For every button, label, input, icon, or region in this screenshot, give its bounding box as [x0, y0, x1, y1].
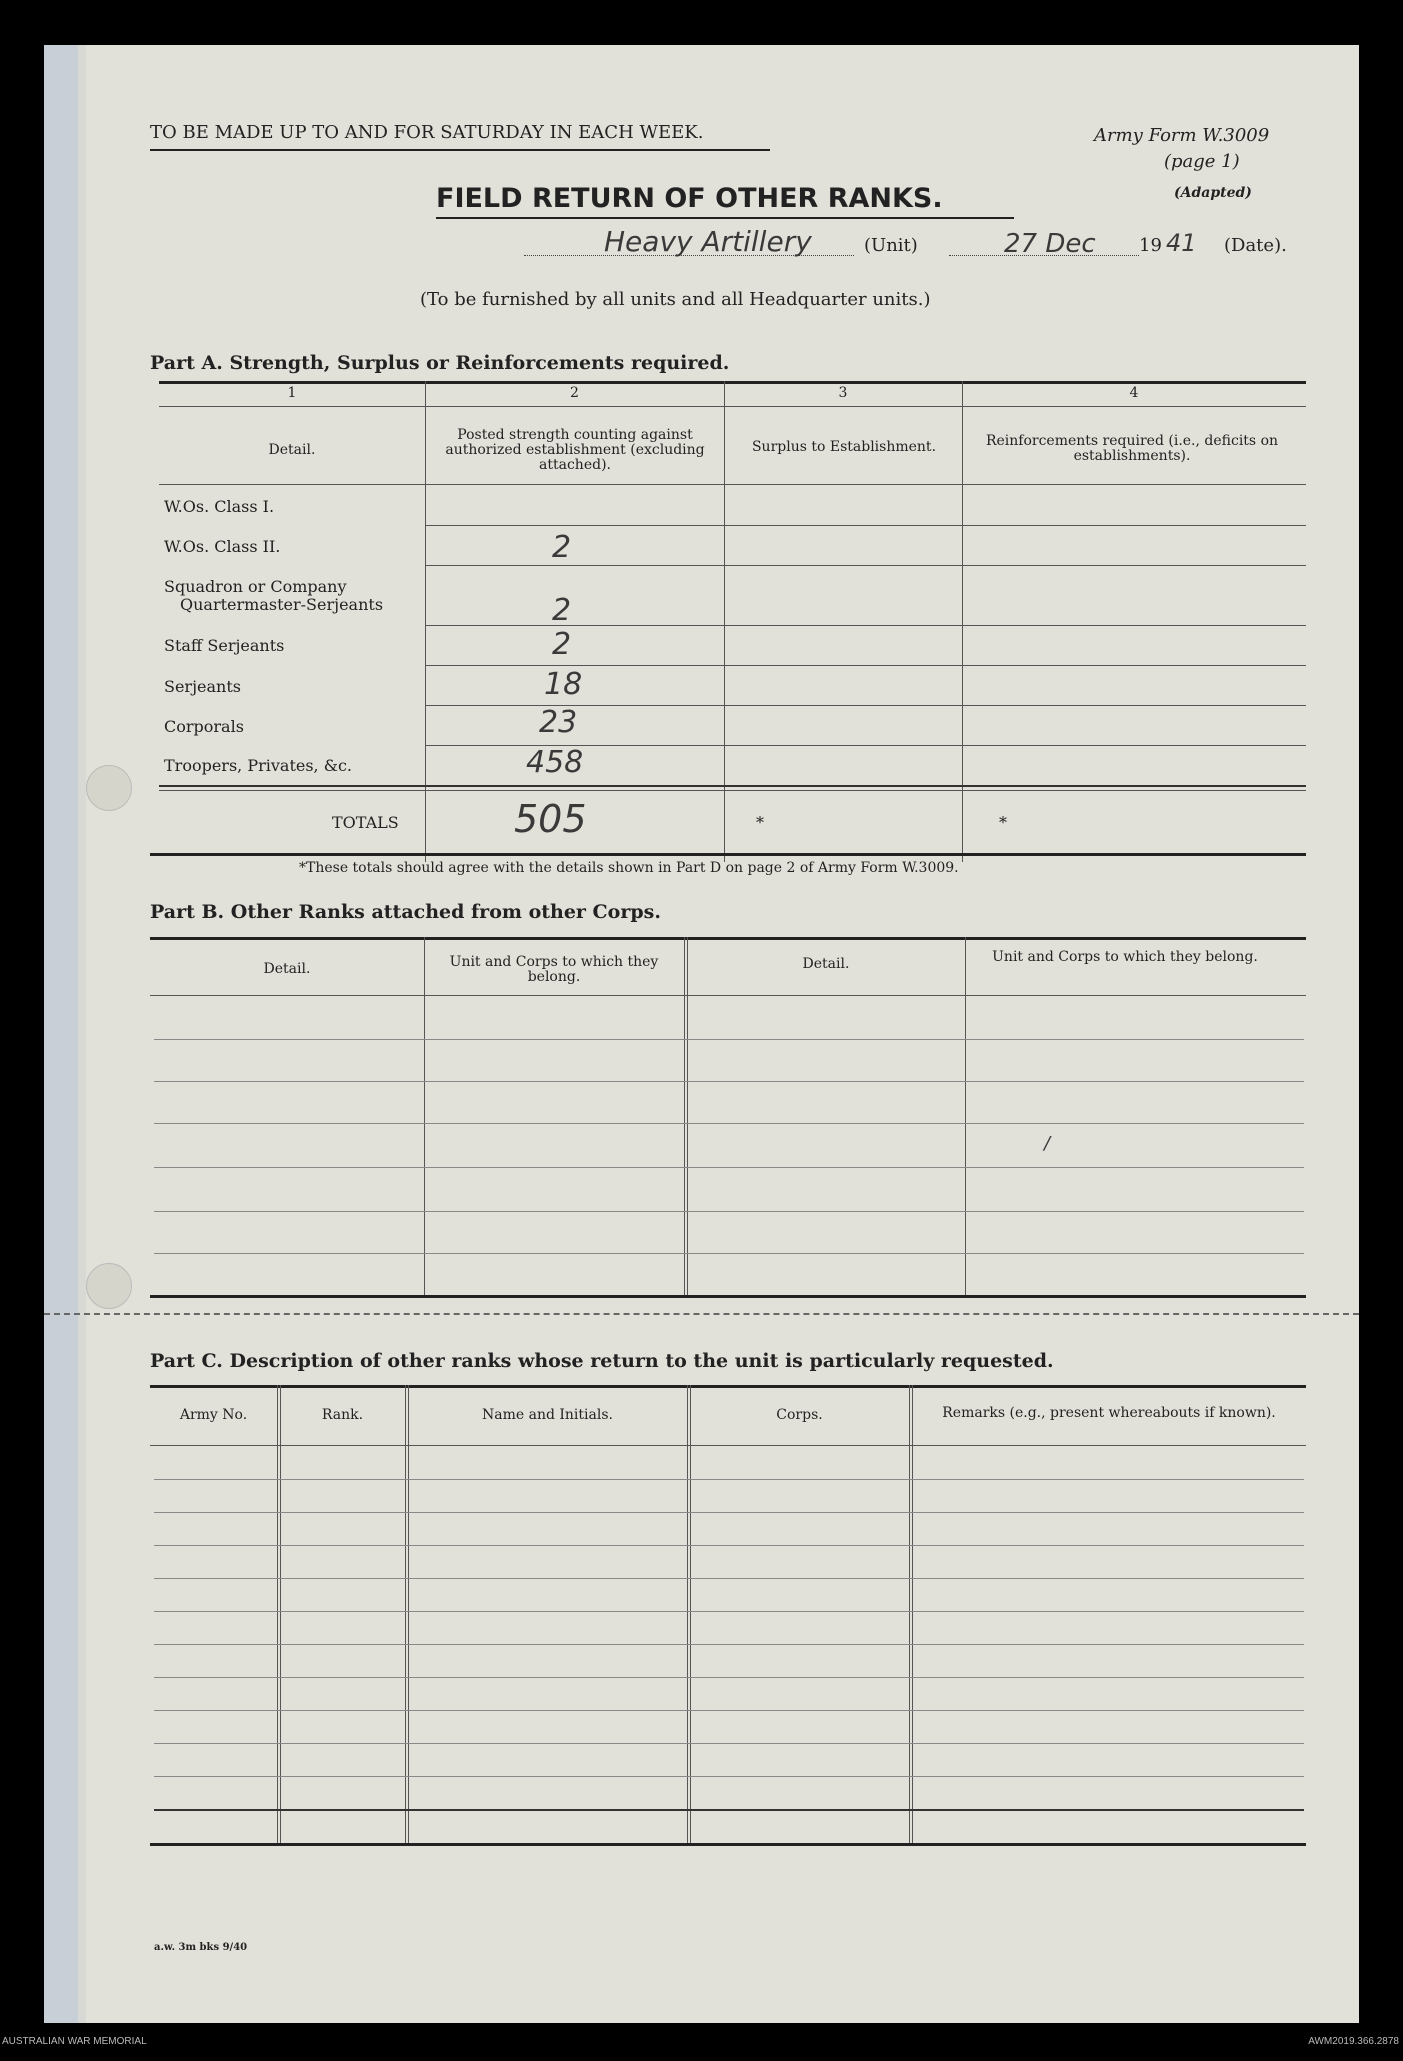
punch-hole [86, 765, 132, 811]
row-value: 2 [552, 530, 572, 565]
row-value: 2 [552, 627, 572, 662]
row-value: 23 [539, 705, 578, 740]
binding-strip [44, 45, 78, 2023]
date-label: (Date). [1224, 235, 1287, 256]
subtitle: (To be furnished by all units and all Headquarter units.) [420, 289, 931, 310]
column-header: Unit and Corps to which they belong. [449, 954, 659, 985]
pencil-mark: / [1044, 1133, 1051, 1154]
column-header: Unit and Corps to which they belong. [992, 949, 1258, 965]
row-value: 18 [544, 667, 583, 702]
col-number: 2 [570, 385, 579, 401]
perforation-line [44, 1313, 1359, 1315]
punch-hole [86, 1263, 132, 1309]
column-header: Corps. [776, 1407, 823, 1423]
row-detail: Troopers, Privates, &c. [164, 756, 353, 775]
col-number: 3 [838, 385, 848, 401]
instruction-text: TO BE MADE UP TO AND FOR SATURDAY IN EACH WEEK. [150, 122, 704, 143]
column-header: Detail. [263, 961, 311, 977]
column-header: Surplus to Establishment. [751, 439, 937, 455]
row-detail: W.Os. Class I. [164, 497, 275, 516]
column-header: Name and Initials. [482, 1407, 613, 1423]
column-header: Reinforcements required (i.e., deficits on establishments). [985, 433, 1279, 464]
unit-value: Heavy Artillery [604, 225, 812, 258]
row-value: 458 [526, 745, 584, 780]
column-header: Remarks (e.g., present whereabouts if known). [942, 1405, 1276, 1421]
form-number: Army Form W.3009 [1094, 125, 1270, 146]
column-header: Posted strength counting against authorized establishment (excluding attached). [445, 427, 705, 473]
print-code: a.w. 3m bks 9/40 [154, 1942, 248, 1953]
form-page: (page 1) [1164, 151, 1240, 172]
part-b-title: Part B. Other Ranks attached from other Corps. [150, 901, 661, 923]
form-sheet: TO BE MADE UP TO AND FOR SATURDAY IN EACH WEEK. Army Form W.3009 (page 1) (Adapted) FIELD RETURN OF OTHER RANKS. Heavy Artillery (Unit) 27 Dec 19 41 (Date). (To be furnished by all units and all Headquarter units.) Part A. Strength, Surplus or Reinforcements required. 1 2 3 4 Detail. Posted strength counting against authorized establishment (excluding attached). Surplus to Establishment. Reinforcements required (i.e., deficits on establishments). W.Os. Class I. W.Os. Class II. 2 Squadron or Company Quartermaster-Serjeants 2 Staff Serjeants 2 Serjeants 18 Corporals 23 Troopers, Privates, &c. 458 TOTALS 505 * * *These totals should agree with the details shown in Part D on page 2 of Army Form W.3009. Part B. Other Ranks attached from other Corps. Detail. Unit and Corps to which they belong. Detail. Unit and Corps to which they belong. / Part C. Description of other ranks whose return to the unit is particularly requested. Army No. Rank. Name and Initials. Corps. Remarks (e.g., present whereabouts if known). a.w. 3m bks 9/40 [44, 45, 1359, 2023]
footer-right: AWM2019.366.2878 [1308, 2036, 1399, 2047]
row-value: 2 [552, 593, 572, 628]
column-header: Detail. [802, 956, 850, 972]
column-header: Detail. [268, 442, 316, 458]
row-detail-line2: Quartermaster-Serjeants [180, 595, 384, 614]
date-value: 27 Dec [1004, 229, 1096, 259]
page-title: FIELD RETURN OF OTHER RANKS. [436, 183, 943, 214]
footer-left: AUSTRALIAN WAR MEMORIAL [2, 2036, 147, 2047]
row-detail: W.Os. Class II. [164, 537, 281, 556]
row-detail: Serjeants [164, 677, 241, 696]
column-header: Rank. [321, 1407, 364, 1423]
totals-note: *These totals should agree with the details shown in Part D on page 2 of Army Form W.3009. [299, 860, 959, 876]
totals-label: TOTALS [332, 813, 399, 832]
unit-label: (Unit) [864, 235, 918, 256]
form-adapted: (Adapted) [1174, 185, 1252, 201]
row-detail: Corporals [164, 717, 244, 736]
year-value: 41 [1166, 229, 1197, 257]
col-number: 1 [287, 385, 297, 401]
row-detail: Staff Serjeants [164, 636, 285, 655]
column-header: Army No. [179, 1407, 248, 1423]
col-number: 4 [1129, 385, 1139, 401]
part-a-title: Part A. Strength, Surplus or Reinforcements required. [150, 352, 730, 374]
totals-value: 505 [514, 797, 587, 841]
part-c-title: Part C. Description of other ranks whose return to the unit is particularly requested. [150, 1350, 1054, 1372]
row-detail: Squadron or Company [164, 577, 347, 596]
